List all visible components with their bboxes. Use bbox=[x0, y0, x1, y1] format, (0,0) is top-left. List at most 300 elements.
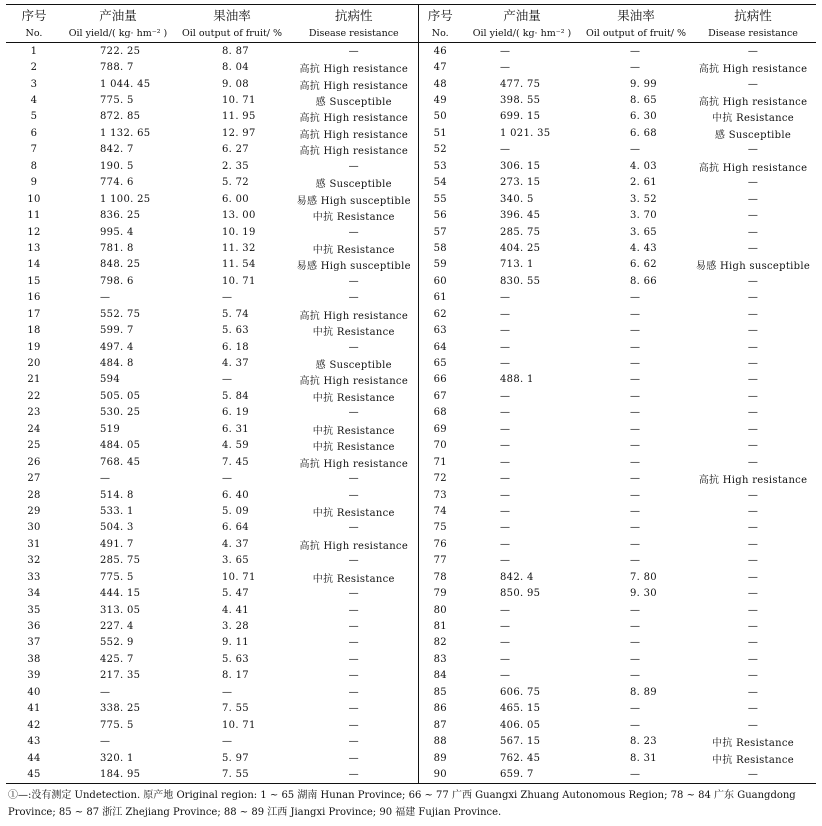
oil-rate-cell: 3. 65 bbox=[630, 226, 657, 238]
oil-yield-cell: 190. 5 bbox=[100, 160, 134, 172]
oil-yield-cell: 722. 25 bbox=[100, 45, 141, 57]
oil-rate-cell: 10. 71 bbox=[222, 275, 256, 287]
disease-cell: — bbox=[348, 45, 359, 57]
disease-cell: — bbox=[747, 703, 759, 715]
oil-yield-cell: — bbox=[500, 653, 511, 665]
disease-cell: 中抗 Resistance bbox=[312, 212, 395, 224]
oil-yield-cell: 484. 8 bbox=[100, 358, 134, 370]
row-no: 29 bbox=[27, 505, 41, 517]
disease-cell: — bbox=[747, 456, 759, 468]
disease-cell: — bbox=[348, 275, 359, 287]
oil-rate-cell: 8. 89 bbox=[630, 686, 657, 698]
disease-cell: — bbox=[747, 275, 759, 287]
row-no: 58 bbox=[418, 240, 462, 256]
table-row bbox=[6, 306, 816, 322]
table-row bbox=[6, 273, 816, 289]
row-no: 46 bbox=[418, 43, 462, 60]
oil-yield-cell: — bbox=[500, 538, 511, 550]
row-no: 75 bbox=[418, 520, 462, 536]
table-row bbox=[6, 766, 816, 783]
oil-yield-cell: — bbox=[500, 637, 511, 649]
disease-cell: — bbox=[747, 423, 759, 435]
disease-cell: — bbox=[747, 588, 759, 600]
oil-rate-cell: — bbox=[630, 390, 641, 402]
oil-rate-cell: — bbox=[630, 489, 641, 501]
disease-cell: 高抗 High resistance bbox=[299, 540, 409, 552]
row-no: 77 bbox=[418, 553, 462, 569]
row-no: 17 bbox=[27, 308, 41, 320]
row-no: 23 bbox=[27, 407, 41, 419]
table-row bbox=[6, 487, 816, 503]
oil-yield-cell: 850. 95 bbox=[500, 588, 541, 600]
row-no: 74 bbox=[418, 503, 462, 519]
row-no: 86 bbox=[418, 701, 462, 717]
oil-yield-cell: 398. 55 bbox=[500, 95, 541, 107]
disease-cell: 感 Susceptible bbox=[315, 179, 392, 191]
row-no: 20 bbox=[27, 358, 41, 370]
disease-cell: 高抗 High resistance bbox=[698, 162, 808, 174]
row-no: 49 bbox=[418, 92, 462, 108]
oil-rate-cell: 8. 66 bbox=[630, 275, 657, 287]
oil-yield-cell: 406. 05 bbox=[500, 719, 541, 731]
disease-cell: — bbox=[747, 144, 759, 156]
row-no: 24 bbox=[27, 423, 41, 435]
disease-cell: — bbox=[747, 210, 759, 222]
oil-rate-cell: — bbox=[630, 407, 641, 419]
row-no: 82 bbox=[418, 635, 462, 651]
oil-rate-cell: 3. 65 bbox=[222, 555, 249, 567]
oil-yield-cell: 491. 7 bbox=[100, 538, 134, 550]
table-row bbox=[6, 355, 816, 371]
row-no: 43 bbox=[27, 736, 41, 748]
oil-yield-cell: 872. 85 bbox=[100, 111, 141, 123]
row-no: 11 bbox=[27, 210, 41, 222]
table-row bbox=[6, 43, 816, 60]
oil-rate-cell: 6. 31 bbox=[222, 423, 249, 435]
disease-cell: 中抗 Resistance bbox=[712, 738, 794, 750]
table-row bbox=[6, 651, 816, 667]
oil-rate-cell: — bbox=[630, 637, 641, 649]
row-no: 66 bbox=[418, 372, 462, 388]
header-yield-en-right: Oil yield/( kg· hm⁻² ) bbox=[462, 24, 582, 43]
row-no: 2 bbox=[30, 62, 38, 74]
oil-rate-cell: 12. 97 bbox=[222, 127, 256, 139]
oil-yield-cell: — bbox=[500, 390, 511, 402]
oil-yield-cell: 552. 9 bbox=[100, 637, 134, 649]
row-no: 80 bbox=[418, 602, 462, 618]
disease-cell: 感 Susceptible bbox=[714, 129, 792, 141]
header-rate-en-right: Oil output of fruit/ % bbox=[582, 24, 690, 43]
row-no: 84 bbox=[418, 668, 462, 684]
disease-cell: — bbox=[690, 766, 816, 783]
oil-rate-cell: 10. 71 bbox=[222, 719, 256, 731]
row-no: 56 bbox=[418, 207, 462, 223]
oil-rate-cell: 13. 00 bbox=[222, 210, 256, 222]
oil-rate-cell: 4. 41 bbox=[222, 604, 249, 616]
disease-cell: 中抗 Resistance bbox=[312, 573, 395, 585]
oil-rate-cell: 7. 45 bbox=[222, 456, 249, 468]
disease-cell: 易感 High susceptible bbox=[296, 195, 411, 207]
oil-rate-cell: — bbox=[630, 308, 641, 320]
oil-yield-cell: — bbox=[500, 308, 511, 320]
row-no: 21 bbox=[27, 374, 41, 386]
oil-yield-cell: — bbox=[500, 473, 511, 485]
disease-cell: — bbox=[747, 489, 759, 501]
table-row bbox=[6, 454, 816, 470]
table-row bbox=[6, 618, 816, 634]
row-no: 42 bbox=[27, 719, 41, 731]
table-row bbox=[6, 191, 816, 207]
oil-yield-cell: 404. 25 bbox=[500, 242, 541, 254]
disease-cell: — bbox=[747, 571, 759, 583]
oil-rate-cell: 11. 54 bbox=[222, 259, 256, 271]
row-no: 44 bbox=[27, 752, 41, 764]
oil-rate-cell: 10. 71 bbox=[222, 571, 256, 583]
oil-rate-cell: 8. 17 bbox=[222, 670, 249, 682]
oil-yield-cell: 995. 4 bbox=[100, 226, 134, 238]
oil-yield-cell: — bbox=[500, 423, 511, 435]
oil-yield-cell: 713. 1 bbox=[500, 259, 534, 271]
disease-cell: — bbox=[348, 736, 359, 748]
oil-yield-cell: 836. 25 bbox=[100, 210, 141, 222]
table-row bbox=[6, 602, 816, 618]
oil-rate-cell: — bbox=[630, 374, 641, 386]
disease-cell: — bbox=[747, 440, 759, 452]
row-no: 55 bbox=[418, 191, 462, 207]
disease-cell: 高抗 High resistance bbox=[299, 64, 409, 76]
header-dis-en: Disease resistance bbox=[290, 24, 418, 43]
disease-cell: — bbox=[290, 766, 418, 783]
disease-cell: 中抗 Resistance bbox=[712, 754, 794, 766]
disease-cell: — bbox=[747, 193, 759, 205]
disease-cell: 中抗 Resistance bbox=[312, 442, 395, 454]
disease-cell: — bbox=[348, 407, 359, 419]
row-no: 52 bbox=[418, 142, 462, 158]
row-no: 18 bbox=[27, 325, 41, 337]
row-no: 30 bbox=[27, 522, 41, 534]
oil-rate-cell: 10. 71 bbox=[222, 95, 256, 107]
table-row bbox=[6, 569, 816, 585]
table-row bbox=[6, 125, 816, 141]
oil-yield-cell: 396. 45 bbox=[500, 210, 541, 222]
oil-rate-cell: — bbox=[630, 505, 641, 517]
table-row bbox=[6, 470, 816, 486]
disease-cell: — bbox=[747, 670, 759, 682]
oil-rate-cell: 4. 43 bbox=[630, 242, 657, 254]
header-no-en-right: No. bbox=[418, 24, 462, 43]
row-no: 72 bbox=[418, 470, 462, 486]
oil-rate-cell: — bbox=[222, 736, 233, 748]
oil-rate-cell: — bbox=[630, 653, 641, 665]
disease-cell: — bbox=[747, 719, 759, 731]
table-row bbox=[6, 438, 816, 454]
oil-rate-cell: 4. 03 bbox=[630, 160, 657, 172]
disease-cell: 高抗 High resistance bbox=[299, 113, 409, 125]
oil-yield-cell: 497. 4 bbox=[100, 341, 134, 353]
disease-cell: 高抗 High resistance bbox=[698, 97, 808, 109]
oil-rate-cell: — bbox=[630, 423, 641, 435]
oil-yield-cell: 552. 75 bbox=[100, 308, 141, 320]
disease-cell: 中抗 Resistance bbox=[712, 113, 794, 125]
disease-cell: — bbox=[747, 325, 759, 337]
disease-cell: — bbox=[348, 489, 359, 501]
disease-cell: 易感 High susceptible bbox=[695, 261, 811, 273]
disease-cell: 高抗 High resistance bbox=[299, 80, 409, 92]
footnote: ①—:没有测定 Undetection. 原产地 Original region: 1 ~ 65 湖南 Hunan Province; 66 ~ 77 广西 Guangxi Zhuang Autonomous Region; 78 ~ 84 广东 Guangdong Province; 85 ~ 87 浙江 Zhejiang Province; 88 ~ 89 江西 Jiangxi Province; 90 福建 Fujian Province. bbox=[8, 790, 796, 818]
table-row bbox=[6, 405, 816, 421]
oil-yield-cell: 465. 15 bbox=[500, 703, 541, 715]
oil-yield-cell: 788. 7 bbox=[100, 62, 134, 74]
oil-rate-cell: 3. 28 bbox=[222, 621, 249, 633]
table-row bbox=[6, 175, 816, 191]
oil-rate-cell: 4. 37 bbox=[222, 358, 249, 370]
oil-yield-cell: 606. 75 bbox=[500, 686, 541, 698]
oil-rate-cell: 3. 52 bbox=[630, 193, 657, 205]
oil-yield-cell: 768. 45 bbox=[100, 456, 141, 468]
disease-cell: — bbox=[747, 407, 759, 419]
oil-yield-cell: 504. 3 bbox=[100, 522, 134, 534]
row-no: 76 bbox=[418, 536, 462, 552]
disease-cell: — bbox=[747, 621, 759, 633]
oil-yield-cell: 774. 6 bbox=[100, 177, 134, 189]
oil-rate-cell: 2. 61 bbox=[630, 177, 657, 189]
disease-cell: 高抗 High resistance bbox=[698, 475, 808, 487]
oil-rate-cell: — bbox=[630, 703, 641, 715]
row-no: 22 bbox=[27, 390, 41, 402]
oil-rate-cell: — bbox=[222, 374, 233, 386]
row-no: 32 bbox=[27, 555, 41, 567]
table-row bbox=[6, 701, 816, 717]
row-no: 34 bbox=[27, 588, 41, 600]
header-no-en: No. bbox=[6, 24, 62, 43]
row-no: 16 bbox=[27, 292, 41, 304]
oil-yield-cell: 306. 15 bbox=[500, 160, 541, 172]
oil-rate-cell: 10. 19 bbox=[222, 226, 256, 238]
row-no: 1 bbox=[30, 45, 38, 57]
table-row bbox=[6, 553, 816, 569]
oil-rate-cell: — bbox=[630, 456, 641, 468]
disease-cell: — bbox=[348, 670, 359, 682]
table-row bbox=[6, 240, 816, 256]
oil-yield-cell: 775. 5 bbox=[100, 95, 134, 107]
oil-rate-cell: 5. 63 bbox=[222, 325, 249, 337]
oil-rate-cell: 4. 37 bbox=[222, 538, 249, 550]
oil-rate-cell: 11. 32 bbox=[222, 242, 256, 254]
table-row bbox=[6, 76, 816, 92]
oil-yield-cell: 775. 5 bbox=[100, 719, 134, 731]
disease-cell: 中抗 Resistance bbox=[312, 327, 395, 339]
disease-cell: — bbox=[348, 703, 359, 715]
table-row bbox=[6, 224, 816, 240]
oil-yield-cell: — bbox=[500, 144, 511, 156]
table-row bbox=[6, 290, 816, 306]
table-row bbox=[6, 635, 816, 651]
row-no: 45 bbox=[6, 766, 62, 783]
disease-cell: 中抗 Resistance bbox=[312, 392, 395, 404]
disease-cell: — bbox=[747, 358, 759, 370]
table-row bbox=[6, 322, 816, 338]
disease-cell: — bbox=[348, 588, 359, 600]
oil-rate-cell: — bbox=[630, 440, 641, 452]
row-no: 59 bbox=[418, 257, 462, 273]
header-yield-cn: 产油量 bbox=[62, 5, 174, 25]
row-no: 5 bbox=[30, 111, 38, 123]
oil-yield-cell: 830. 55 bbox=[500, 275, 541, 287]
row-no: 3 bbox=[30, 78, 38, 90]
table-row bbox=[6, 520, 816, 536]
oil-yield-cell: 762. 45 bbox=[500, 752, 541, 764]
oil-yield-cell: — bbox=[500, 670, 511, 682]
oil-rate-cell: — bbox=[222, 473, 233, 485]
table-row bbox=[6, 59, 816, 75]
oil-rate-cell: — bbox=[630, 62, 641, 74]
oil-yield-cell: 533. 1 bbox=[100, 505, 134, 517]
table-row bbox=[6, 536, 816, 552]
row-no: 64 bbox=[418, 339, 462, 355]
disease-cell: — bbox=[747, 686, 759, 698]
oil-yield-cell: — bbox=[500, 604, 511, 616]
oil-rate-cell: 5. 74 bbox=[222, 308, 249, 320]
oil-rate-cell: 3. 70 bbox=[630, 210, 657, 222]
disease-cell: — bbox=[747, 308, 759, 320]
header-rate-cn-right: 果油率 bbox=[582, 5, 690, 25]
row-no: 78 bbox=[418, 569, 462, 585]
disease-cell: — bbox=[747, 390, 759, 402]
oil-rate-cell: 5. 63 bbox=[222, 653, 249, 665]
oil-yield-cell: — bbox=[500, 62, 511, 74]
row-no: 7 bbox=[30, 144, 38, 156]
table-row bbox=[6, 207, 816, 223]
oil-yield-cell: 567. 15 bbox=[500, 736, 541, 748]
oil-yield-cell: 273. 15 bbox=[500, 177, 541, 189]
header-yield-en: Oil yield/( kg· hm⁻² ) bbox=[62, 24, 174, 43]
header-no-cn: 序号 bbox=[6, 5, 62, 25]
oil-yield-cell: 425. 7 bbox=[100, 653, 134, 665]
oil-rate-cell: — bbox=[630, 292, 641, 304]
oil-yield-cell: 484. 05 bbox=[100, 440, 141, 452]
row-no: 67 bbox=[418, 388, 462, 404]
header-rate-cn: 果油率 bbox=[174, 5, 290, 25]
oil-rate-cell: 4. 59 bbox=[222, 440, 249, 452]
row-no: 10 bbox=[27, 193, 41, 205]
oil-yield-cell: 798. 6 bbox=[100, 275, 134, 287]
oil-rate-cell: 9. 30 bbox=[630, 588, 657, 600]
row-no: 88 bbox=[418, 733, 462, 749]
oil-rate-cell: 6. 27 bbox=[222, 144, 249, 156]
row-no: 50 bbox=[418, 109, 462, 125]
table-row bbox=[6, 668, 816, 684]
oil-yield-cell: — bbox=[500, 407, 511, 419]
oil-rate-cell: 6. 62 bbox=[630, 259, 657, 271]
row-no: 51 bbox=[418, 125, 462, 141]
row-no: 36 bbox=[27, 621, 41, 633]
oil-yield-cell: 1 044. 45 bbox=[100, 78, 151, 90]
oil-yield-cell: 285. 75 bbox=[100, 555, 141, 567]
oil-yield-cell: 659. 7 bbox=[462, 766, 582, 783]
disease-cell: 中抗 Resistance bbox=[312, 244, 395, 256]
oil-rate-cell: — bbox=[630, 144, 641, 156]
disease-cell: — bbox=[747, 538, 759, 550]
oil-rate-cell: — bbox=[630, 538, 641, 550]
header-no-cn-right: 序号 bbox=[418, 5, 462, 25]
oil-yield-cell: 444. 15 bbox=[100, 588, 141, 600]
oil-yield-cell: 285. 75 bbox=[500, 226, 541, 238]
header-dis-en-right: Disease resistance bbox=[690, 24, 816, 43]
oil-rate-cell: 5. 72 bbox=[222, 177, 249, 189]
disease-cell: 易感 High susceptible bbox=[296, 261, 411, 273]
oil-yield-cell: 514. 8 bbox=[100, 489, 134, 501]
disease-cell: — bbox=[747, 242, 759, 254]
oil-rate-cell: 5. 84 bbox=[222, 390, 249, 402]
table-row bbox=[6, 421, 816, 437]
disease-cell: — bbox=[348, 752, 359, 764]
oil-yield-cell: 1 021. 35 bbox=[500, 127, 551, 139]
oil-yield-cell: 338. 25 bbox=[100, 703, 141, 715]
row-no: 85 bbox=[418, 684, 462, 700]
disease-cell: 高抗 High resistance bbox=[299, 146, 409, 158]
oil-yield-cell: — bbox=[100, 473, 111, 485]
oil-rate-cell: — bbox=[630, 473, 641, 485]
oil-yield-cell: 1 100. 25 bbox=[100, 193, 151, 205]
row-no: 9 bbox=[30, 177, 38, 189]
disease-cell: — bbox=[747, 604, 759, 616]
disease-cell: — bbox=[348, 555, 359, 567]
row-no: 48 bbox=[418, 76, 462, 92]
header-row-en bbox=[6, 24, 816, 43]
oil-yield-cell: 842. 4 bbox=[500, 571, 534, 583]
row-no: 19 bbox=[27, 341, 41, 353]
disease-cell: 高抗 High resistance bbox=[299, 129, 409, 141]
row-no: 68 bbox=[418, 405, 462, 421]
row-no: 53 bbox=[418, 158, 462, 174]
disease-cell: — bbox=[348, 621, 359, 633]
oil-yield-cell: — bbox=[500, 341, 511, 353]
oil-rate-cell: 6. 68 bbox=[630, 127, 657, 139]
table-row bbox=[6, 503, 816, 519]
disease-cell: 中抗 Resistance bbox=[312, 507, 395, 519]
oil-rate-cell: 11. 95 bbox=[222, 111, 256, 123]
row-no: 13 bbox=[27, 242, 41, 254]
header-dis-cn: 抗病性 bbox=[290, 5, 418, 25]
oil-rate-cell: 6. 30 bbox=[630, 111, 657, 123]
oil-rate-cell: 2. 35 bbox=[222, 160, 249, 172]
disease-cell: — bbox=[348, 604, 359, 616]
row-no: 41 bbox=[27, 703, 41, 715]
oil-rate-cell: 6. 40 bbox=[222, 489, 249, 501]
row-no: 79 bbox=[418, 585, 462, 601]
table-row bbox=[6, 750, 816, 766]
row-no: 60 bbox=[418, 273, 462, 289]
oil-rate-cell: 8. 23 bbox=[630, 736, 657, 748]
oil-rate-cell: 9. 11 bbox=[222, 637, 249, 649]
table-body bbox=[6, 43, 816, 784]
row-no: 31 bbox=[27, 538, 41, 550]
oil-rate-cell: 8. 31 bbox=[630, 752, 657, 764]
row-no: 62 bbox=[418, 306, 462, 322]
data-table bbox=[6, 4, 816, 784]
row-no: 27 bbox=[27, 473, 41, 485]
table-row bbox=[6, 109, 816, 125]
disease-cell: — bbox=[747, 555, 759, 567]
row-no: 57 bbox=[418, 224, 462, 240]
disease-cell: 高抗 High resistance bbox=[698, 64, 808, 76]
row-no: 73 bbox=[418, 487, 462, 503]
oil-rate-cell: — bbox=[630, 522, 641, 534]
disease-cell: — bbox=[747, 78, 759, 90]
oil-yield-cell: 599. 7 bbox=[100, 325, 134, 337]
header-dis-cn-right: 抗病性 bbox=[690, 5, 816, 25]
disease-cell: — bbox=[747, 177, 759, 189]
